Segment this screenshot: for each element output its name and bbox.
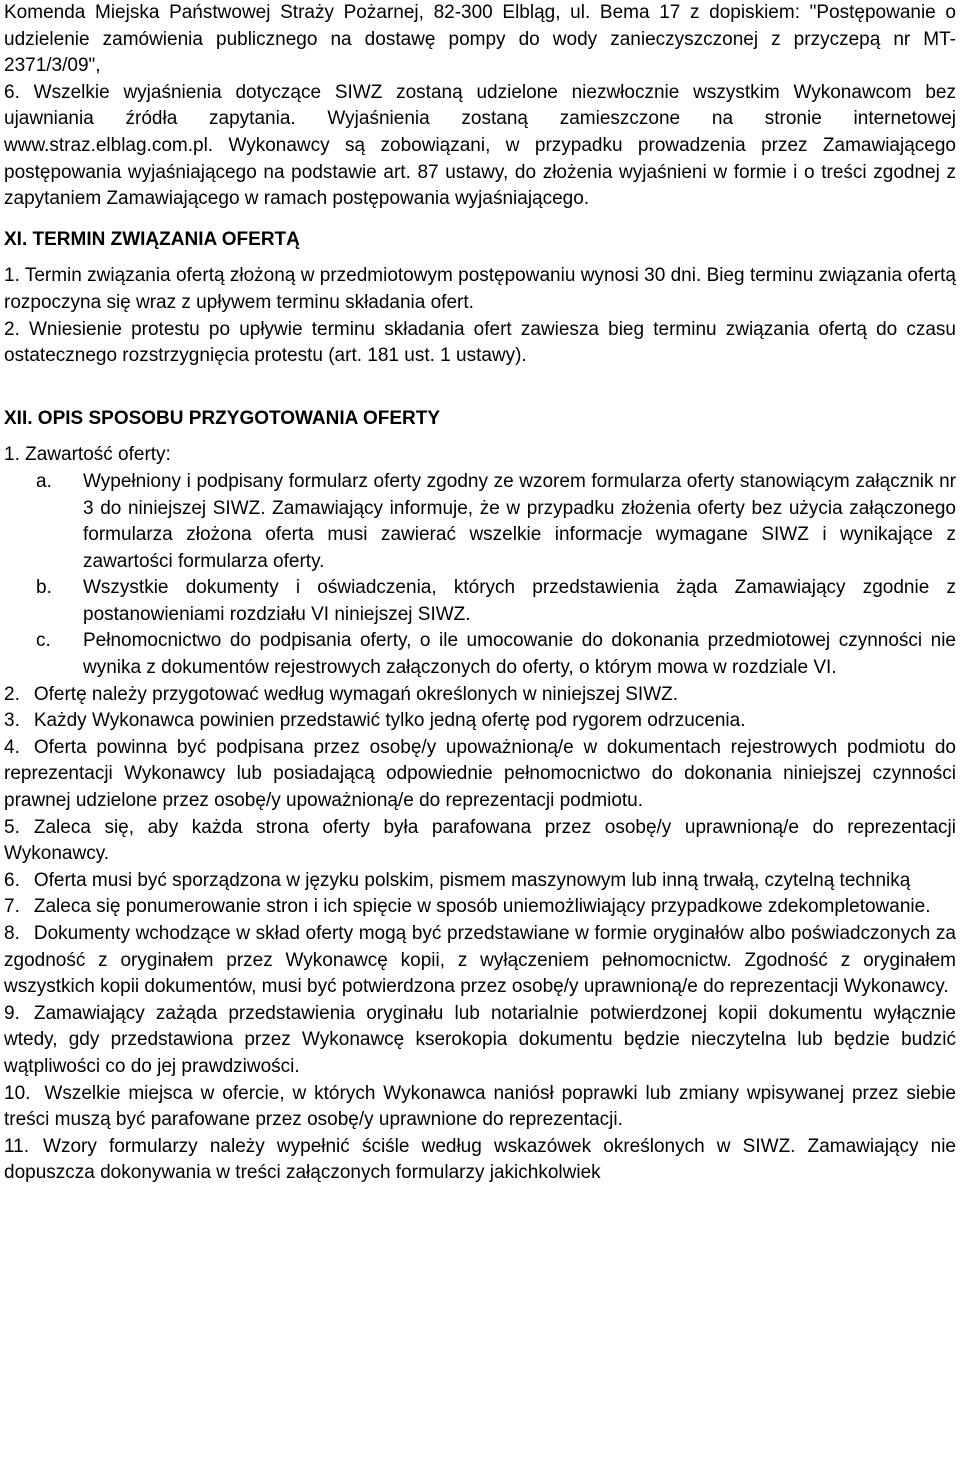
list-item <box>4 1187 956 1214</box>
section-xi-title: XI. TERMIN ZWIĄZANIA OFERTĄ <box>4 228 300 250</box>
list-item-text: Wszelkie miejsca w ofercie, w których Wykonawca naniósł poprawki lub zmiany wpisywanej przez siebie treści muszą być parafowane przez osobę/y uprawnione do reprezentacji. <box>4 1082 956 1131</box>
list-item-text: Każdy Wykonawca powinien przedstawić tylko jedną ofertę pod rygorem odrzucenia. <box>33 710 746 732</box>
intro-item-6: 6. Wszelkie wyjaśnienia dotyczące SIWZ zostaną udzielone niezwłocznie wszystkim Wykonawcom bez ujawniania źródła zapytania. Wyjaśnienia zostaną zamieszczone na stronie internetowej www.straz.elblag.com.pl. Wykonawcy są zobowiązani, w przypadku prowadzenia przez Zamawiającego postępowania wyjaśniającego na podstawie art. 87 ustawy, do złożenia wyjaśnieni w formie i o treści zgodnej z zapytaniem Zamawiającego w ramach postępowania wyjaśniającego. <box>4 81 956 210</box>
list-item-number: 4. <box>4 736 20 758</box>
list-item <box>4 868 956 895</box>
list-item-number: 8. <box>4 923 20 944</box>
list-item-text: Oferta powinna być podpisana przez osobę/y upoważnioną/e w dokumentach rejestrowych podmiotu do reprezentacji Wykonawcy lub posiadającą odpowiednie pełnomocnictwo do dokonania niniejszej czynności prawnej udzielone przez osobę/y upoważnioną/e do reprezentacji podmiotu. <box>4 736 956 812</box>
list-item <box>4 1134 956 1187</box>
section-xi-paragraph-1: 1. Termin związania ofertą złożoną w przedmiotowym postępowaniu wynosi 30 dni. Bieg terminu związania ofertą rozpoczyna się wraz z upływem terminu składania ofert. <box>4 265 956 313</box>
sub-item-b <box>36 575 956 628</box>
list-item-number: 10. <box>4 1082 31 1104</box>
sub-item-letter: b. <box>36 577 52 599</box>
section-xi-paragraph-2: 2. Wniesienie protestu po upływie terminu składania ofert zawiesza bieg terminu związania ofertą do czasu ostatecznego rozstrzygnięcia protestu (art. 181 ust. 1 ustawy). <box>4 318 956 367</box>
list-item-number: 6. <box>4 869 20 891</box>
sub-item-text: Pełnomocnictwo do podpisania oferty, o ile umocowanie do dokonania przedmiotowej czynności nie wynika z dokumentów rejestrowych załączonych do oferty, o którym mowa w rozdziale VI. <box>83 630 956 679</box>
list-item-text: Zaleca się, aby każda strona oferty była parafowana przez osobę/y uprawnioną/e do reprezentacji Wykonawcy. <box>4 816 956 865</box>
list-item-text: Zamawiający zażąda przedstawienia oryginału lub notarialnie potwierdzonej kopii dokumentu wyłącznie wtedy, gdy przedstawiona przez Wykonawcę kserokopia dokumentu będzie nieczytelna lub będzie budzić wątpliwości co do jej prawdziwości. <box>4 1002 956 1077</box>
list-item <box>4 921 956 1001</box>
section-xii-item-1-label: 1. Zawartość oferty: <box>4 444 171 466</box>
sub-item-letter: a. <box>36 470 52 492</box>
list-item-number: 3. <box>4 710 20 732</box>
intro-continuation: Komenda Miejska Państwowej Straży Pożarnej, 82-300 Elbląg, ul. Bema 17 z dopiskiem: "Postępowanie o udzielenie zamówienia publicznego na dostawę pompy do wody zanieczyszczonej z przyczepą nr MT-2371/3/09", <box>4 2 956 77</box>
list-item <box>4 682 956 709</box>
list-item-text: Dokumenty wchodzące w skład oferty mogą być przedstawiane w formie oryginałów albo poświadczonych za zgodność z oryginałem przez Wykonawcę kopii, z wyłączeniem pełnomocnictw. Zgodność z oryginałem wszystkich kopii dokumentów, musi być potwierdzona przez osobę/y uprawnioną/e do reprezentacji Wykonawcy. <box>4 923 956 998</box>
list-item-number: 5. <box>4 816 20 838</box>
sub-item-a <box>36 469 956 575</box>
sub-item-text: Wypełniony i podpisany formularz oferty zgodny ze wzorem formularza oferty stanowiącym załącznik nr 3 do niniejszej SIWZ. Zamawiający informuje, że w przypadku złożenia oferty bez użycia załączonego formularza złożona oferta musi zawierać wszelkie informacje wymagane SIWZ i wynikające z zawartości formularza oferty. <box>83 470 956 572</box>
list-item-number: 11. <box>4 1135 30 1157</box>
list-item-text: Zaleca się ponumerowanie stron i ich spięcie w sposób uniemożliwiający przypadkowe zdekompletowanie. <box>33 896 931 918</box>
list-item <box>4 708 956 735</box>
list-item-number: 2. <box>4 683 20 705</box>
list-item-number: 7. <box>4 896 20 918</box>
list-item-text: Oferta musi być sporządzona w języku polskim, pismem maszynowym lub inną trwałą, czytelną techniką <box>33 869 911 891</box>
sub-item-c <box>36 628 956 681</box>
list-item-number: 9. <box>4 1002 20 1024</box>
list-item-text: Ofertę należy przygotować według wymagań określonych w niniejszej SIWZ. <box>33 683 679 705</box>
section-xii-title: XII. OPIS SPOSOBU PRZYGOTOWANIA OFERTY <box>4 407 440 429</box>
sub-item-text: Wszystkie dokumenty i oświadczenia, których przedstawienia żąda Zamawiający zgodnie z postanowieniami rozdziału VI niniejszej SIWZ. <box>83 577 956 625</box>
sub-item-letter: c. <box>36 630 51 652</box>
list-item <box>4 815 956 868</box>
list-item-text: Wzory formularzy należy wypełnić ściśle według wskazówek określonych w SIWZ. Zamawiający nie dopuszcza dokonywania w treści załączonych formularzy jakichkolwiek <box>4 1135 956 1184</box>
list-item <box>4 1001 956 1081</box>
list-item <box>4 1081 956 1134</box>
list-item <box>4 894 956 921</box>
list-item <box>4 735 956 815</box>
